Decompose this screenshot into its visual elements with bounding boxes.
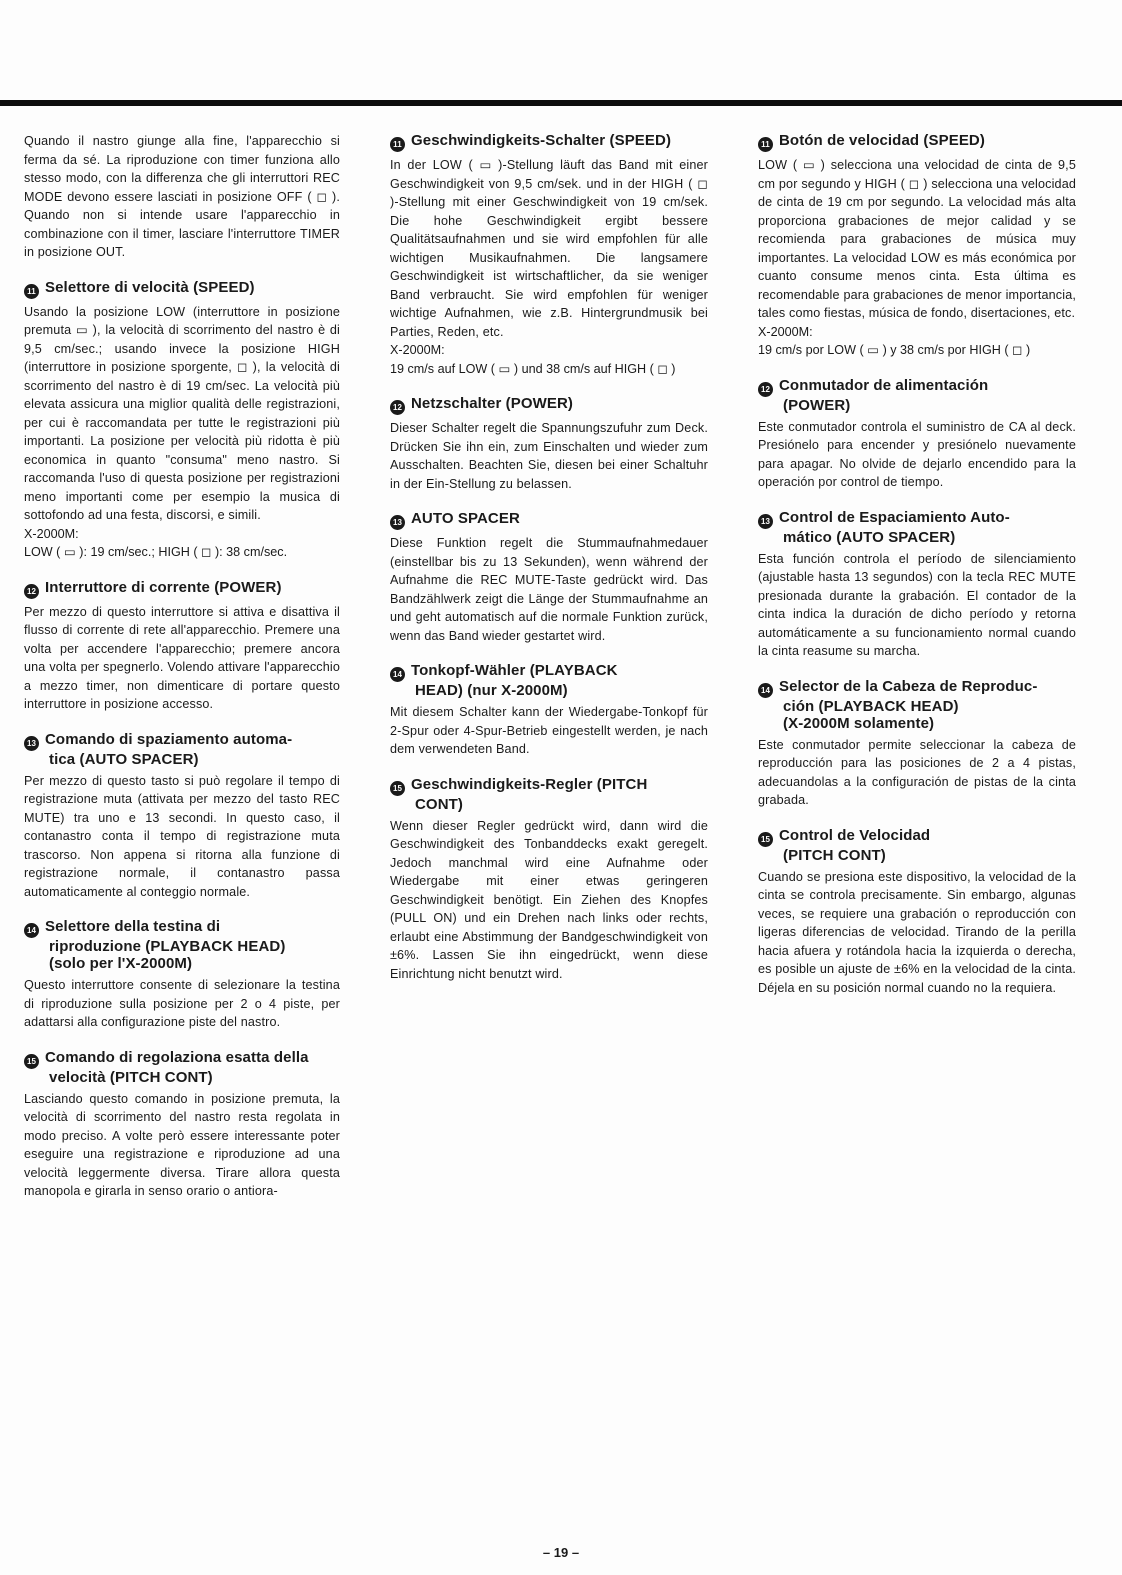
number-bullet-icon: 14 xyxy=(390,667,405,682)
number-bullet-icon: 12 xyxy=(390,400,405,415)
model-label: X-2000M: xyxy=(758,324,813,339)
number-bullet-icon: 15 xyxy=(390,781,405,796)
page-number: – 19 – xyxy=(542,1545,580,1560)
number-bullet-icon: 13 xyxy=(758,514,773,529)
section-pitch-cont xyxy=(390,776,708,984)
section-playback-head xyxy=(24,918,340,1032)
number-bullet-icon: 13 xyxy=(390,515,405,530)
model-spec: 19 cm/s auf LOW ( ▭ ) und 38 cm/s auf HIGH ( ◻ ) xyxy=(390,361,676,376)
model-spec: LOW ( ▭ ): 19 cm/sec.; HIGH ( ◻ ): 38 cm/sec. xyxy=(24,545,288,559)
section-power xyxy=(758,377,1076,492)
section-playback-head xyxy=(390,662,708,759)
column-italian xyxy=(24,132,340,1218)
section-heading: 14 Selettore della testina di riproduzione (PLAYBACK HEAD) (solo per l'X-2000M) xyxy=(24,918,340,972)
number-bullet-icon: 14 xyxy=(24,923,39,938)
section-heading: 11 Botón de velocidad (SPEED) xyxy=(758,132,1076,152)
intro-section xyxy=(24,132,340,262)
number-bullet-icon: 15 xyxy=(758,832,773,847)
section-auto-spacer xyxy=(758,509,1076,661)
top-rule xyxy=(0,100,1122,106)
section-heading: 13 Comando di spaziamento automa- tica (AUTO SPACER) xyxy=(24,731,340,768)
section-body: Per mezzo di questo tasto si può regolare il tempo di registrazione muta (attivata per mezzo del tasto REC MUTE) tra uno e 13 secondi. In questo caso, il contanastro conta il tempo di registrazione muta trascorso. Non appena si ritorna alla funzione di registrazione normale, il contanastro passa automaticamente al conteggio normale. xyxy=(24,773,340,899)
section-power xyxy=(390,395,708,493)
model-label: X-2000M: xyxy=(24,526,79,541)
section-heading: 13 Control de Espaciamiento Auto- mático (AUTO SPACER) xyxy=(758,509,1076,546)
number-bullet-icon: 12 xyxy=(24,584,39,599)
section-body: Per mezzo di questo interruttore si attiva e disattiva il flusso di corrente di rete all'apparecchio. Premere una volta per accendere l'apparecchio; premere ancora una volta per spegnerlo. Volendo attivare l'apparecchio a mezzo timer, non dimenticare di portare questo interruttore in posizione accesso. xyxy=(24,604,340,711)
section-body: Diese Funktion regelt die Stummaufnahmedauer (einstellbar bis zu 13 Sekunden), wenn während der Aufnahme die REC MUTE-Taste gedrückt wird. Das Bandzählwerk zeigt die Länge der Stummaufnahme an und geht automatisch auf die normale Funktion zurück, wenn das Band wieder gestartet wird. xyxy=(390,536,708,643)
section-power xyxy=(24,579,340,714)
number-bullet-icon: 14 xyxy=(758,683,773,698)
section-playback-head xyxy=(758,678,1076,810)
section-speed xyxy=(24,279,340,562)
section-heading: 14 Tonkopf-Wähler (PLAYBACK HEAD) (nur X-2000M) xyxy=(390,662,708,699)
section-body: Esta función controla el período de silenciamiento (ajustable hasta 13 segundos) con la tecla REC MUTE presionada durante la grabación. El contador de la cinta indica la duración de dicho período y retorna automáticamente a su funcionamiento normal cuando la cinta reasume su marcha. xyxy=(758,551,1076,658)
section-heading: 11 Geschwindigkeits-Schalter (SPEED) xyxy=(390,132,708,152)
number-bullet-icon: 13 xyxy=(24,736,39,751)
section-auto-spacer xyxy=(390,510,708,645)
section-body: Este conmutador permite seleccionar la cabeza de reproducción para las posiciones de 2 a 4 pistas, adecuandolas a la configuración de pistas de la cinta grabada. xyxy=(758,737,1076,807)
section-heading: 15 Geschwindigkeits-Regler (PITCH CONT) xyxy=(390,776,708,813)
section-body: LOW ( ▭ ) selecciona una velocidad de cinta de 9,5 cm por segundo y HIGH ( ◻ ) selecciona una velocidad de cinta de 19 cm por segundo. La velocidad más alta proporciona grabaciones de mejor calidad y se recomienda para grabaciones de música muy importantes. La velocidad LOW es más económica por cuanto consume menos cinta. Esta última es recomendable para grabaciones de menor importancia, tales como fiestas, música de fondo, disertaciones, etc. xyxy=(758,158,1076,320)
model-label: X-2000M: xyxy=(390,343,445,357)
section-body: Wenn dieser Regler gedrückt wird, dann wird die Geschwindigkeit des Tonbanddecks exakt geregelt. Jedoch manchmal wird eine Aufnahme oder Wiedergabe mit einer etwas geringeren Geschwindigkeit benötigt. Ein Ziehen des Knopfes (PULL ON) und ein Drehen nach links oder rechts, erlaubt eine Abstimmung der Bandgeschwindigkeit von ±6%. Lassen Sie ihn eingedrückt, wenn diese Einrichtung nicht benutzt wird. xyxy=(390,818,708,981)
section-heading: 12 Conmutador de alimentación (POWER) xyxy=(758,377,1076,414)
section-speed xyxy=(390,132,708,378)
section-heading: 12 Interruttore di corrente (POWER) xyxy=(24,579,340,599)
section-body: Este conmutador controla el suministro de CA al deck. Presiónelo para encender y presiónelo nuevamente para apagar. No olvide de dejarlo encendido para la operación por control de tiempo. xyxy=(758,419,1076,489)
section-body: Dieser Schalter regelt die Spannungszufuhr zum Deck. Drücken Sie ihn ein, zum Einschalten und wieder zum Ausschalten. Beachten Sie, diesen bei einer Schaltuhr in der Ein-Stellung zu belassen. xyxy=(390,421,708,491)
column-spanish xyxy=(758,132,1076,1014)
section-heading: 15 Control de Velocidad (PITCH CONT) xyxy=(758,827,1076,864)
section-heading: 11 Selettore di velocità (SPEED) xyxy=(24,279,340,299)
number-bullet-icon: 11 xyxy=(390,137,405,152)
section-pitch-cont xyxy=(758,827,1076,998)
section-body: Cuando se presiona este dispositivo, la velocidad de la cinta se controla precisamente. Sin embargo, algunas veces, se requiere una grabación o reproducción con ligeras diferencias de velocidad. Tirando de la perilla hacia afuera y rotándola hacia la izquierda o derecha, es posible un ajuste de ±6% en la velocidad de la cinta. Déjela en su posición normal cuando no la requiera. xyxy=(758,869,1076,995)
section-pitch-cont xyxy=(24,1049,340,1201)
section-speed xyxy=(758,132,1076,360)
section-heading: 13 AUTO SPACER xyxy=(390,510,708,530)
section-heading: 14 Selector de la Cabeza de Reproduc- ción (PLAYBACK HEAD) (X-2000M solamente) xyxy=(758,678,1076,732)
section-body: Mit diesem Schalter kann der Wiedergabe-Tonkopf für 2-Spur oder 4-Spur-Betrieb eingestellt werden, je nach dem verwendeten Band. xyxy=(390,705,708,756)
section-heading: 15 Comando di regolaziona esatta della velocità (PITCH CONT) xyxy=(24,1049,340,1086)
section-body: Usando la posizione LOW (interruttore in posizione premuta ▭ ), la velocità di scorrimento del nastro è di 9,5 cm/sec.; usando invece la posizione HIGH (interruttore in posizione sporgente, ◻ ), la velocità di scorrimento del nastro è di 19 cm/sec. La velocità più elevata assicura una miglior qualità delle registrazioni, per cui è raccomandata per tutte le registrazioni più importanti. La posizione per velocità più ridotta è più economica in quanto "consuma" meno nastro. Si raccomanda l'uso di questa posizione per registrazioni meno importanti come per esempio la musica di sottofondo ad una festa, discorsi, e simili. xyxy=(24,304,340,522)
number-bullet-icon: 11 xyxy=(758,137,773,152)
section-auto-spacer xyxy=(24,731,340,902)
section-body: Lasciando questo comando in posizione premuta, la velocità di scorrimento del nastro resta regolata in modo preciso. A volte però essere interessante poter eseguire una registrazione e riproduzione ad una velocità leggermente diversa. Tirare allora questa manopola e girarla in senso orario o antiora- xyxy=(24,1091,340,1198)
section-body: Questo interruttore consente di selezionare la testina di riproduzione sulla posizione per 2 o 4 piste, per adattarsi alla configurazione piste del nastro. xyxy=(24,978,340,1029)
section-heading: 12 Netzschalter (POWER) xyxy=(390,395,708,415)
number-bullet-icon: 11 xyxy=(24,284,39,299)
model-spec: 19 cm/s por LOW ( ▭ ) y 38 cm/s por HIGH ( ◻ ) xyxy=(758,343,1031,357)
column-german xyxy=(390,132,708,1000)
intro-paragraph: Quando il nastro giunge alla fine, l'apparecchio si ferma da sé. La riproduzione con timer funziona allo stesso modo, con la differenza che gli interruttori REC MODE devono essere lasciati in posizione OFF ( ◻ ). Quando non si intende usare l'apparecchio in combinazione con il timer, lasciare l'interruttore TIMER in posizione OUT. xyxy=(24,134,340,259)
section-body: In der LOW ( ▭ )-Stellung läuft das Band mit einer Geschwindigkeit von 9,5 cm/sek. und in der HIGH ( ◻ )-Stellung mit einer Geschwindigkeit von 19 cm/sek. Die hohe Geschwindigkeit ergibt bessere Qualitätsaufnahmen und sie wird empfohlen für alle wichtigen Musikaufnahmen. Die langsamere Geschwindigkeit ist wirtschaftlicher, da sie weniger Band verbraucht. Sie wird empfohlen für weniger wichtige Aufnahmen, wie z.B. Hintergrundmusik bei Parties, Reden, etc. xyxy=(390,158,708,339)
number-bullet-icon: 12 xyxy=(758,382,773,397)
number-bullet-icon: 15 xyxy=(24,1054,39,1069)
